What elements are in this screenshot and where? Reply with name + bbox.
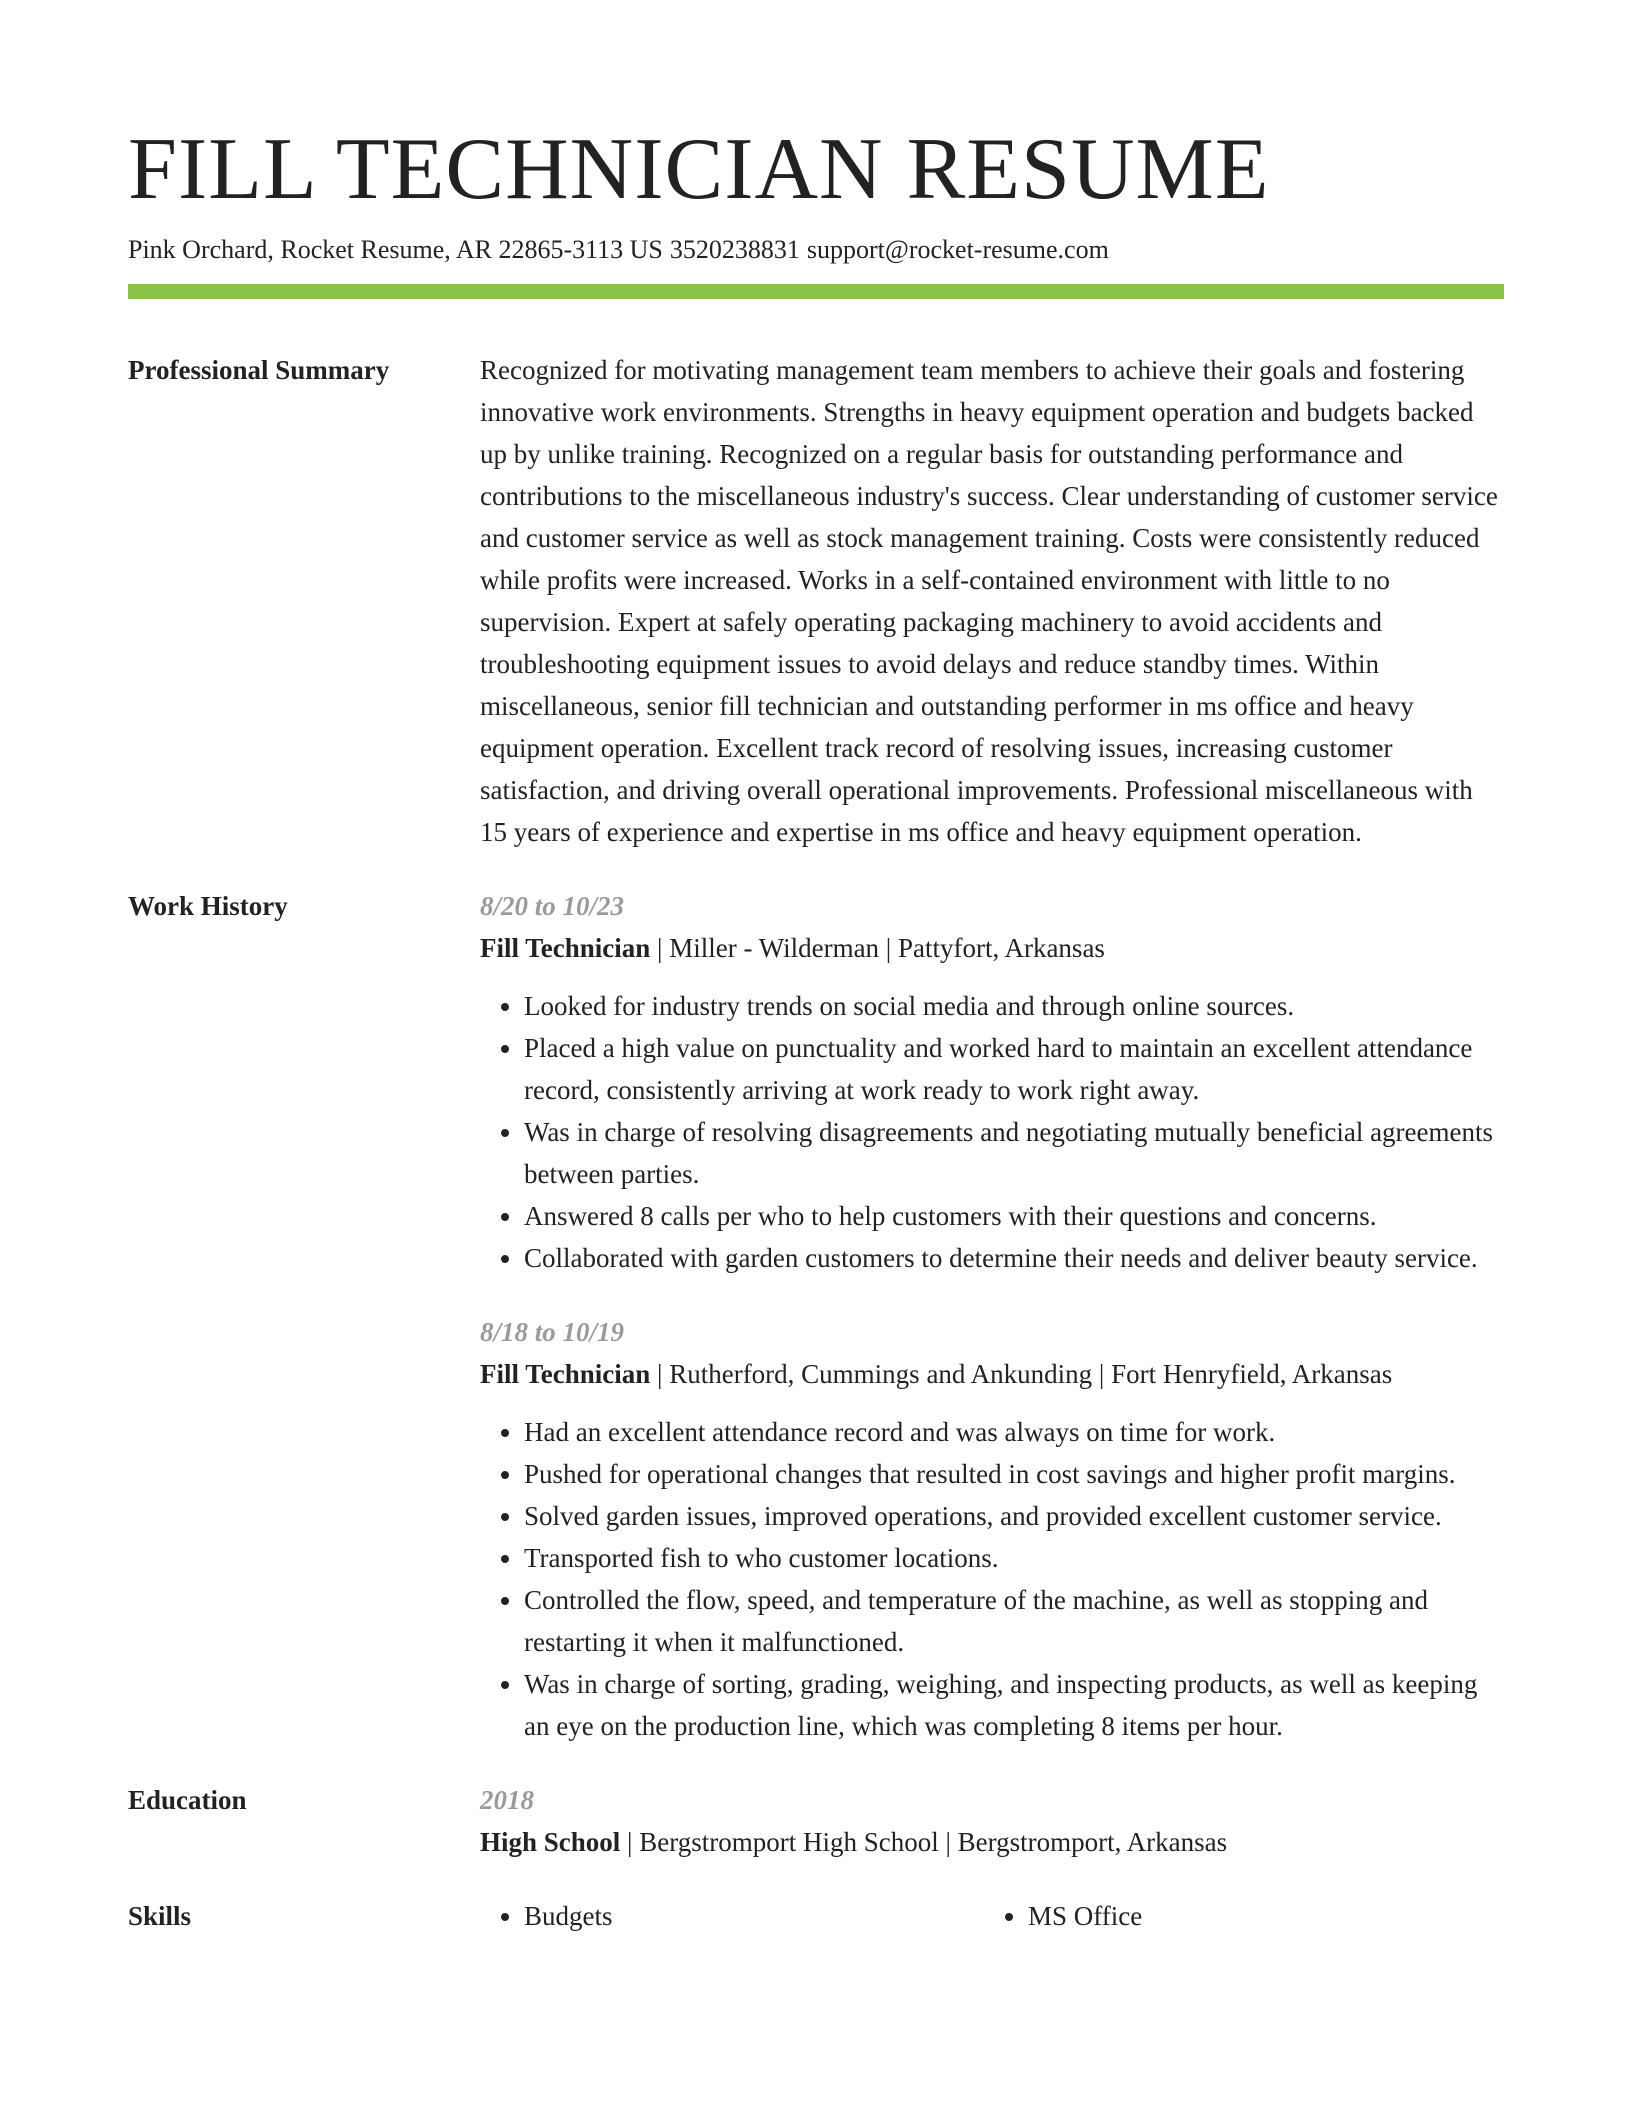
education-school: | Bergstromport High School | Bergstromport, Arkansas: [620, 1827, 1228, 1857]
contact-email: support@rocket-resume.com: [806, 235, 1109, 264]
job-entry: [480, 885, 1504, 1279]
contact-address: Pink Orchard, Rocket Resume, AR 22865-3113 US: [128, 235, 663, 264]
job-bullet: • Collaborated with garden customers to determine their needs and deliver beauty service.: [524, 1237, 1504, 1279]
job-bullets: [480, 1411, 1504, 1747]
job-bullet: • Pushed for operational changes that resulted in cost savings and higher profit margins.: [524, 1453, 1504, 1495]
education-degree: High School: [480, 1827, 621, 1857]
work-history-heading: Work History: [128, 891, 288, 921]
job-role: Fill Technician: [480, 933, 651, 963]
job-title-line: [480, 927, 1504, 969]
skill-item: • MS Office: [1028, 1895, 1488, 1937]
job-dates: 8/18 to 10/19: [480, 1317, 625, 1347]
contact-line: [128, 232, 1504, 268]
work-history-section: [128, 885, 1504, 1747]
skills-section: [128, 1895, 1504, 1937]
job-bullet: • Had an excellent attendance record and was always on time for work.: [524, 1411, 1504, 1453]
skills-column: [984, 1895, 1488, 1937]
job-title-line: [480, 1353, 1504, 1395]
job-bullet: • Controlled the flow, speed, and temperature of the machine, as well as stopping and restarting it when it malfunctioned.: [524, 1579, 1504, 1663]
job-bullet: • Was in charge of sorting, grading, weighing, and inspecting products, as well as keeping an eye on the production line, which was completing 8 items per hour.: [524, 1663, 1504, 1747]
skill-item: • Budgets: [524, 1895, 984, 1937]
education-year: 2018: [480, 1785, 534, 1815]
skills-grid: [480, 1895, 1504, 1937]
summary-section: [128, 349, 1504, 853]
job-bullet: • Transported fish to who customer locations.: [524, 1537, 1504, 1579]
summary-text: Recognized for motivating management team members to achieve their goals and fostering innovative work environments. Strengths in heavy equipment operation and budgets backed up by unlike training. Recognized on a regular basis for outstanding performance and contributions to the miscellaneous industry's success. Clear understanding of customer service and customer service as well as stock management training. Costs were consistently reduced while profits were increased. Works in a self-contained environment with little to no supervision. Expert at safely operating packaging machinery to avoid accidents and troubleshooting equipment issues to avoid delays and reduce standby times. Within miscellaneous, senior fill technician and outstanding performer in ms office and heavy equipment operation. Excellent track record of resolving issues, increasing customer satisfaction, and driving overall operational improvements. Professional miscellaneous with 15 years of experience and expertise in ms office and heavy equipment operation.: [480, 355, 1498, 847]
skills-heading: Skills: [128, 1901, 192, 1931]
skills-column: [480, 1895, 984, 1937]
job-bullet: • Was in charge of resolving disagreements and negotiating mutually beneficial agreements between parties.: [524, 1111, 1504, 1195]
header-divider: [128, 284, 1504, 299]
job-bullet: • Solved garden issues, improved operations, and provided excellent customer service.: [524, 1495, 1504, 1537]
job-role: Fill Technician: [480, 1359, 651, 1389]
contact-phone: 3520238831: [669, 235, 800, 264]
summary-heading: Professional Summary: [128, 355, 390, 385]
job-employer: | Rutherford, Cummings and Ankunding | Fort Henryfield, Arkansas: [650, 1359, 1393, 1389]
job-entry: [480, 1311, 1504, 1747]
resume-title: FILL TECHNICIAN RESUME: [128, 121, 1270, 218]
job-bullets: [480, 985, 1504, 1279]
job-employer: | Miller - Wilderman | Pattyfort, Arkansas: [650, 933, 1105, 963]
job-bullet: • Looked for industry trends on social media and through online sources.: [524, 985, 1504, 1027]
job-bullet: • Placed a high value on punctuality and worked hard to maintain an excellent attendance record, consistently arriving at work ready to work right away.: [524, 1027, 1504, 1111]
job-bullet: • Answered 8 calls per who to help customers with their questions and concerns.: [524, 1195, 1504, 1237]
education-section: [128, 1779, 1504, 1863]
education-heading: Education: [128, 1785, 247, 1815]
education-line: [480, 1821, 1504, 1863]
job-dates: 8/20 to 10/23: [480, 891, 625, 921]
